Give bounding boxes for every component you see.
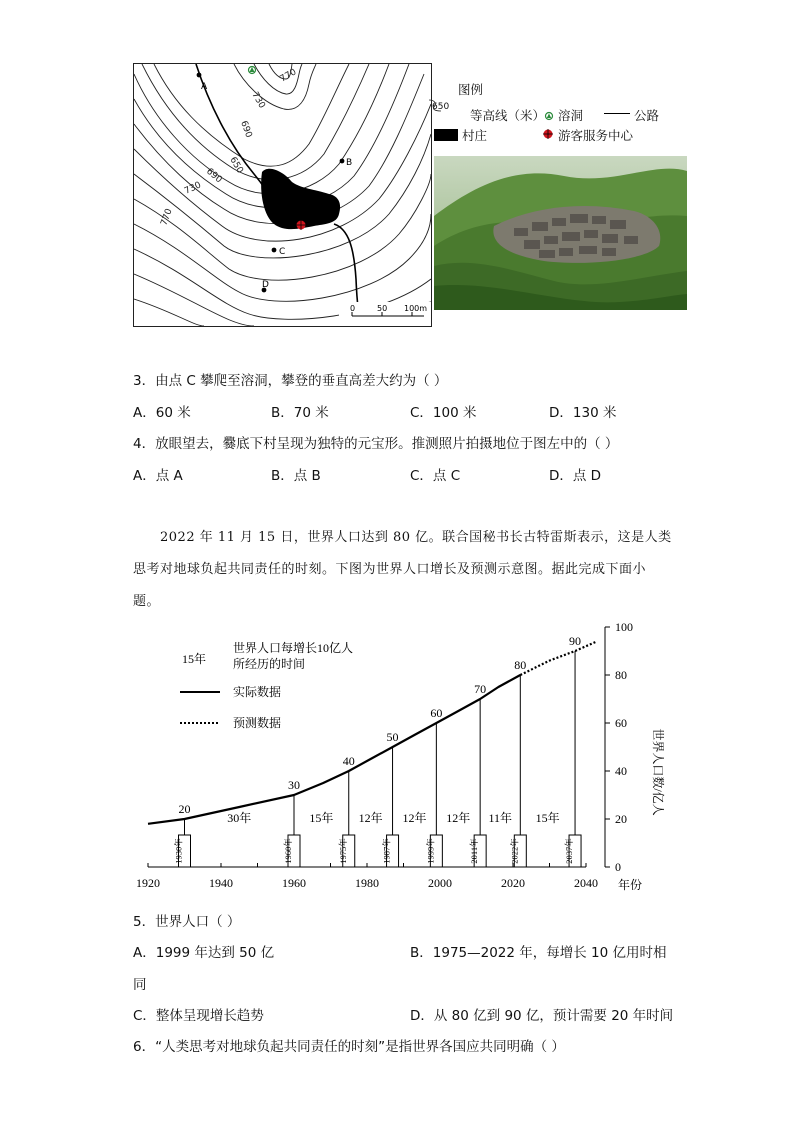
interval-label-1: 15年 [309, 810, 334, 825]
svg-text:650: 650 [227, 155, 245, 176]
legend-title: 图例 [458, 82, 484, 97]
legend-contour-squiggle [429, 98, 441, 112]
question-4-stem: 4．放眼望去，爨底下村呈现为独特的元宝形。推测照片拍摄地位于图左中的（ ） [133, 436, 619, 452]
svg-text:100m: 100m [404, 304, 428, 313]
svg-text:730: 730 [183, 180, 203, 197]
legend-contour: 等高线（米） [470, 108, 546, 123]
milestone-year-1999: 1999年 [425, 838, 436, 864]
interval-label-6: 15年 [535, 810, 560, 825]
x-tick-label-2000: 2000 [428, 876, 452, 890]
legend-center-icon [542, 128, 554, 143]
village-photo [434, 156, 687, 310]
milestone-year-1960: 1960年 [283, 838, 293, 864]
milestone-year-2011: 2011年 [469, 838, 480, 864]
passage-line-3: 题。 [133, 594, 161, 609]
point-d-label: D [262, 280, 269, 290]
legend-contour-value: 650 [432, 102, 450, 112]
q4-option-b[interactable]: B．点 B [271, 468, 321, 484]
interval-label-4: 12年 [446, 810, 471, 825]
milestone-year-2037: 2037年 [564, 838, 575, 864]
x-tick-label-2020: 2020 [501, 876, 525, 890]
passage-line-1: 2022 年 11 月 15 日，世界人口达到 80 亿。联合国秘书长古特雷斯表示，这是人类 [160, 530, 672, 545]
milestone-value-1999: 60 [430, 706, 443, 720]
svg-text:770: 770 [159, 207, 175, 228]
question-5-stem: 5．世界人口（ ） [133, 914, 241, 930]
milestone-value-1987: 50 [386, 730, 399, 744]
legend-sample: 15年 [182, 652, 207, 666]
q5-option-c[interactable]: C．整体呈现增长趋势 [133, 1008, 264, 1024]
forecast-series-line [520, 641, 597, 675]
y-tick-label-40: 40 [615, 764, 627, 778]
point-a-label: A [201, 82, 208, 92]
legend-road: 公路 [634, 108, 660, 123]
point-b-dot [340, 159, 345, 164]
interval-label-5: 11年 [488, 810, 513, 825]
legend-desc-1: 世界人口每增长10亿人 [233, 641, 354, 655]
legend-actual: 实际数据 [233, 685, 282, 699]
q4-option-c[interactable]: C．点 C [410, 468, 461, 484]
q5-option-d[interactable]: D．从 80 亿到 90 亿，预计需要 20 年时间 [410, 1008, 674, 1024]
milestone-value-2011: 70 [474, 682, 487, 696]
map-legend [432, 76, 672, 156]
milestone-value-1930: 20 [178, 802, 191, 816]
svg-text:770: 770 [278, 67, 299, 85]
population-chart-svg [130, 620, 670, 900]
milestone-value-1960: 30 [288, 778, 300, 792]
point-a-dot [197, 73, 202, 78]
question-3-stem: 3．由点 C 攀爬至溶洞，攀登的垂直高差大约为（ ） [133, 373, 448, 389]
q4-option-a[interactable]: A．点 A [133, 468, 183, 484]
q5-option-a[interactable]: A．1999 年达到 50 亿 [133, 945, 275, 961]
cave-icon [249, 67, 256, 74]
svg-text:690: 690 [204, 166, 224, 186]
q3-option-c[interactable]: C．100 米 [410, 405, 477, 421]
legend-village: 村庄 [462, 128, 488, 143]
milestone-year-2022: 2022年 [509, 838, 520, 864]
svg-text:690: 690 [238, 119, 254, 140]
legend-village-swatch [434, 129, 458, 141]
y-axis-label: 世界人口数/亿人 [651, 728, 665, 816]
q3-option-b[interactable]: B．70 米 [271, 405, 329, 421]
legend-forecast: 预测数据 [233, 716, 282, 730]
interval-label-2: 12年 [358, 810, 383, 825]
milestone-value-1975: 40 [342, 754, 355, 768]
question-6-stem: 6．“人类思考对地球负起共同责任的时刻”是指世界各国应共同明确（ ） [133, 1039, 565, 1055]
svg-text:0: 0 [350, 304, 356, 313]
q4-option-d[interactable]: D．点 D [549, 468, 602, 484]
x-axis-label: 年份 [618, 878, 643, 892]
legend-cave-icon [544, 109, 554, 124]
x-tick-label-2040: 2040 [574, 876, 598, 890]
point-b-label: B [346, 158, 353, 168]
point-c-label: C [279, 247, 286, 257]
chart-legend [180, 640, 353, 730]
interval-label-0: 30年 [227, 810, 252, 825]
milestone-year-1975: 1975年 [337, 838, 348, 864]
x-tick-label-1920: 1920 [136, 876, 160, 890]
milestone-year-1987: 1987年 [381, 838, 392, 864]
y-tick-label-60: 60 [615, 716, 627, 730]
svg-text:50: 50 [377, 304, 388, 313]
legend-cave: 溶洞 [558, 108, 584, 123]
milestone-value-2022: 80 [514, 658, 527, 672]
population-chart [130, 620, 670, 900]
interval-label-3: 12年 [402, 810, 427, 825]
legend-center: 游客服务中心 [558, 128, 634, 143]
topographic-map [133, 63, 432, 327]
q5-option-b[interactable]: B．1975—2022 年，每增长 10 亿用时相 [410, 945, 667, 961]
milestone-year-1930: 1930年 [173, 838, 184, 864]
x-tick-label-1980: 1980 [355, 876, 379, 890]
point-c-dot [272, 248, 277, 253]
y-tick-label-0: 0 [615, 860, 621, 874]
q3-option-d[interactable]: D．130 米 [549, 405, 617, 421]
legend-desc-2: 所经历的时间 [233, 657, 306, 671]
actual-series-line [148, 675, 520, 824]
y-tick-label-20: 20 [615, 812, 627, 826]
legend-road-line [604, 113, 630, 114]
x-tick-label-1940: 1940 [209, 876, 233, 890]
milestone-value-2037: 90 [569, 634, 582, 648]
map-scale-bar [339, 302, 431, 326]
y-tick-label-80: 80 [615, 668, 627, 682]
passage-line-2: 思考对地球负起共同责任的时刻。下图为世界人口增长及预测示意图。据此完成下面小 [133, 562, 647, 577]
svg-text:730: 730 [249, 90, 267, 111]
q5-option-b-cont: 同 [133, 977, 147, 993]
contour-map-svg [134, 64, 431, 326]
y-tick-label-100: 100 [615, 620, 633, 634]
q3-option-a[interactable]: A．60 米 [133, 405, 191, 421]
x-tick-label-1960: 1960 [282, 876, 306, 890]
